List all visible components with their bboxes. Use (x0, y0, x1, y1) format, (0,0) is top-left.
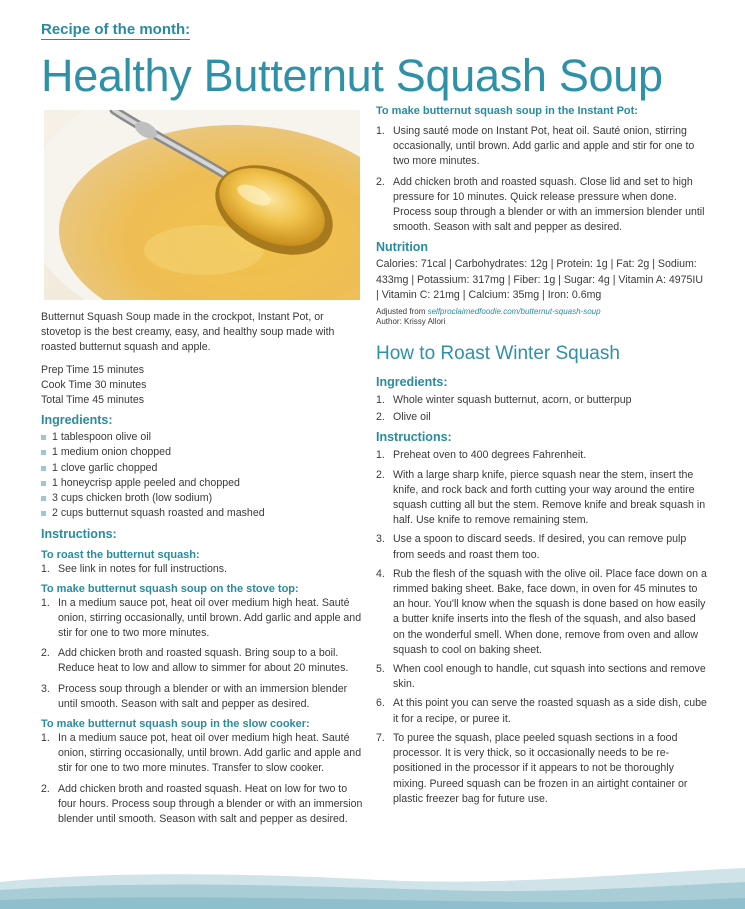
page-title: Healthy Butternut Squash Soup (41, 50, 663, 101)
slowcooker-heading: To make butternut squash soup in the slow cooker: (41, 718, 310, 731)
roast-ingredients-heading: Ingredients: (376, 375, 448, 390)
slowcooker-steps (41, 731, 363, 827)
bullet-square-icon (41, 496, 46, 501)
list-item: 2. Add chicken broth and roasted squash. Bring soup to a boil. Reduce heat to low and allow to simmer for about 20 minutes. (41, 647, 349, 675)
list-item: 1 medium onion chopped (41, 445, 363, 460)
list-item: 1. In a medium sauce pot, heat oil over medium high heat. Sauté onion, stirring occasionally, until brown. Add garlic and apple and stir for one to two more minutes. (41, 596, 362, 640)
ingredients-heading: Ingredients: (41, 413, 113, 428)
adjusted-from (376, 307, 708, 317)
list-item: 1 honeycrisp apple peeled and chopped (41, 476, 363, 491)
list-item: 1. Using sauté mode on Instant Pot, heat oil. Sauté onion, stirring occasionally, until brown. Add garlic and apple and stir for one to two more minutes. (376, 125, 695, 168)
roast-heading: To roast the butternut squash: (41, 549, 200, 562)
stovetop-steps (41, 596, 363, 712)
roast-instructions-list (376, 448, 708, 806)
instantpot-steps (376, 124, 708, 235)
bullet-square-icon (41, 481, 46, 486)
right-column (376, 104, 708, 807)
list-item: 1 tablespoon olive oil (41, 430, 363, 445)
bullet-square-icon (41, 466, 46, 471)
list-item: 3. Process soup through a blender or with an immersion blender until smooth. Season with salt and pepper as desired. (41, 682, 348, 710)
list-item: 2. Add chicken broth and roasted squash. Close lid and set to high pressure for 10 minutes. Quick release pressure when done. Process soup through a blender or with an immersion blender until smooth. Season with salt and pepper as desired. (376, 175, 705, 234)
list-item: 2. Olive oil (376, 411, 431, 424)
instantpot-heading: To make butternut squash soup in the Instant Pot: (376, 105, 638, 117)
list-item: 7. To puree the squash, place peeled squash sections in a food processor. It is very thick, so it occasionally needs to be re-positioned in the processor if it appears to not be thoroughly mixing. Pureed squash can be frozen in an airtight container or plastic freezer bag for future use. (376, 731, 688, 805)
list-item: 3. Use a spoon to discard seeds. If desired, you can remove pulp from seeds and roast them too. (376, 533, 687, 561)
roast-ingredients-list (376, 393, 708, 425)
adjusted-label: Adjusted from (376, 307, 426, 317)
nutrition-facts: Calories: 71cal | Carbohydrates: 12g | Protein: 1g | Fat: 2g | Sodium: 433mg | Potassium: 317mg | Fiber: 1g | Sugar: 4g | Vitamin A: 4975IU | Vitamin C: 21mg | Calcium: 35mg | Iron: 0.6mg (376, 258, 704, 301)
bullet-square-icon (41, 511, 46, 516)
roast-section-title: How to Roast Winter Squash (376, 343, 620, 365)
list-item: 2. Add chicken broth and roasted squash. Heat on low for two to four hours. Process soup through a blender or with an immersion blender until smooth. Season with salt and pepper as desired. (41, 782, 363, 826)
soup-photo (44, 110, 360, 300)
list-item: 4. Rub the flesh of the squash with the olive oil. Place face down on a rimmed baking sheet. Bake, face down, in oven for 45 minutes to an hour. You'll know when the squash is done based on how easily a butter knife inserts into the flesh of the squash, and also based on the wonderful smell. When done, remove from oven and allow squash to cool on baking sheet. (376, 567, 707, 656)
bullet-square-icon (41, 435, 46, 440)
list-item: 5. When cool enough to handle, cut squash into sections and remove skin. (376, 663, 706, 691)
cook-time: Cook Time 30 minutes (41, 378, 147, 391)
list-item: 1. See link in notes for full instructions. (41, 563, 227, 576)
list-item: 2. With a large sharp knife, pierce squash near the stem, insert the knife, and rock back and forth cutting your way around the entire squash cutting all but the stem. Remove knife and break squash in half. Use knife to remove remaining stem. (376, 468, 706, 527)
list-item: 1. Whole winter squash butternut, acorn, or butterpup (376, 394, 632, 407)
nutrition-heading: Nutrition (376, 240, 429, 255)
recipe-intro: Butternut Squash Soup made in the crockpot, Instant Pot, or stovetop is the best creamy, easy, and healthy soup made with roasted butternut squash and apple. (41, 311, 335, 354)
roast-instructions-heading: Instructions: (376, 430, 452, 445)
total-time: Total Time 45 minutes (41, 394, 145, 407)
list-item: 1. In a medium sauce pot, heat oil over medium high heat. Sauté onion, stirring occasionally, until brown. Add garlic and apple and stir for one to two more minutes. Transfer to slow cooker. (41, 732, 362, 775)
list-item: 6. At this point you can serve the roasted squash as a side dish, cube it for a recipe, or puree it. (376, 697, 707, 725)
list-item: 1. Preheat oven to 400 degrees Fahrenheit. (376, 449, 587, 462)
stovetop-heading: To make butternut squash soup on the stove top: (41, 582, 299, 595)
recipe-times (41, 363, 363, 409)
bullet-square-icon (41, 450, 46, 455)
prep-time: Prep Time 15 minutes (41, 363, 145, 376)
instructions-heading: Instructions: (41, 527, 117, 542)
ingredients-list (41, 430, 363, 521)
section-kicker: Recipe of the month: (41, 21, 191, 38)
soup-spoon-illustration (44, 110, 360, 300)
recipe-author: Author: Krissy Allori (376, 317, 446, 327)
source-link[interactable]: selfproclaimedfoodie.com/butternut-squash-soup (427, 307, 601, 317)
roast-steps (41, 562, 363, 577)
list-item: 2 cups butternut squash roasted and mashed (41, 506, 363, 521)
left-column (41, 310, 363, 827)
list-item: 1 clove garlic chopped (41, 461, 363, 476)
footer-wave (0, 860, 745, 909)
list-item: 3 cups chicken broth (low sodium) (41, 491, 363, 506)
